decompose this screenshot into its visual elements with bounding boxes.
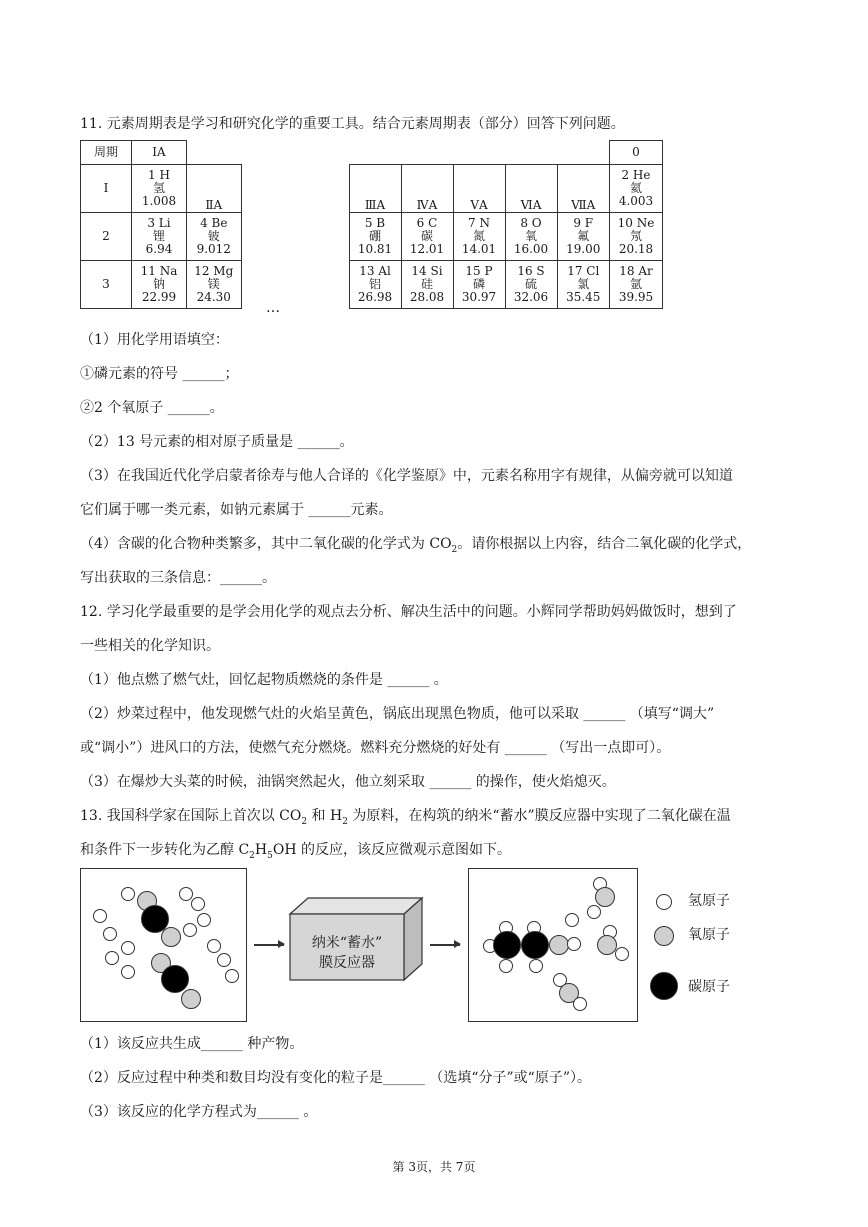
legend-carbon-label: 碳原子 bbox=[688, 979, 730, 995]
hydrogen-atom bbox=[179, 887, 193, 901]
table-ellipsis: … bbox=[266, 300, 280, 316]
hydrogen-atom bbox=[93, 909, 107, 923]
arrow-icon bbox=[254, 944, 284, 946]
hydrogen-atom bbox=[121, 941, 135, 955]
hydrogen-atom bbox=[499, 959, 513, 973]
hydrogen-atom bbox=[529, 959, 543, 973]
element-B: 5 B 硼 10.81 bbox=[357, 216, 393, 256]
group-0: 0 bbox=[610, 141, 663, 165]
legend-oxygen-label: 氧原子 bbox=[688, 927, 730, 943]
period-3: 3 bbox=[81, 261, 132, 309]
q12-part3: （3）在爆炒大头菜的时候，油锅突然起火，他立刻采取 ______ 的操作，使火焰熄灭。 bbox=[80, 774, 616, 790]
periodic-table bbox=[80, 140, 663, 309]
q11-part2: （2）13 号元素的相对原子质量是 ______。 bbox=[80, 434, 354, 450]
q12-part2a: （2）炒菜过程中，他发现燃气灶的火焰呈黄色，锅底出现黑色物质，他可以采取 ______ （填写“调大” bbox=[80, 706, 715, 722]
hydrogen-atom bbox=[183, 923, 197, 937]
hydrogen-atom bbox=[573, 997, 587, 1011]
hydrogen-atom bbox=[105, 951, 119, 965]
element-Be: 4 Be 铍 9.012 bbox=[196, 216, 231, 256]
hydrogen-atom bbox=[565, 913, 579, 927]
q11-stem: 11. 元素周期表是学习和研究化学的重要工具。结合元素周期表（部分）回答下列问题。 bbox=[80, 116, 625, 132]
q11-part1b: ②2 个氧原子 ______。 bbox=[80, 400, 224, 416]
hydrogen-atom bbox=[587, 905, 601, 919]
element-Na: 11 Na 钠 22.99 bbox=[140, 264, 178, 304]
period-2: 2 bbox=[81, 213, 132, 261]
hydrogen-atom bbox=[567, 937, 581, 951]
reactor-label-2: 膜反应器 bbox=[319, 955, 375, 971]
q11-part1a: ①磷元素的符号 ______； bbox=[80, 366, 239, 382]
element-Li: 3 Li 锂 6.94 bbox=[145, 216, 173, 256]
legend-hydrogen-label: 氢原子 bbox=[688, 893, 730, 909]
group-3a: ⅢA bbox=[349, 165, 401, 213]
arrow-icon bbox=[430, 944, 460, 946]
reactor-label-1: 纳米“蓄水” bbox=[311, 935, 383, 951]
legend-carbon-icon bbox=[650, 972, 678, 1000]
reactor bbox=[288, 896, 428, 986]
group-2a: ⅡA bbox=[187, 165, 242, 213]
hydrogen-atom bbox=[121, 965, 135, 979]
element-He: 2 He 氦 4.003 bbox=[618, 168, 654, 208]
carbon-atom bbox=[521, 931, 549, 959]
oxygen-atom bbox=[181, 989, 201, 1009]
carbon-atom bbox=[161, 965, 189, 993]
hydrogen-atom bbox=[197, 913, 211, 927]
hydrogen-atom bbox=[121, 887, 135, 901]
legend-oxygen-icon bbox=[654, 926, 674, 946]
period-header: 周期 bbox=[81, 141, 132, 165]
q12-part2b: 或“调小”）进风口的方法，使燃气充分燃烧。燃料充分燃烧的好处有 ______ （写出一点即可）。 bbox=[80, 740, 671, 756]
oxygen-atom bbox=[549, 935, 569, 955]
reactants-box bbox=[80, 868, 247, 1022]
group-6a: ⅥA bbox=[505, 165, 557, 213]
element-H: 1 H 氢 1.008 bbox=[141, 168, 177, 208]
q13-part2: （2）反应过程中种类和数目均没有变化的粒子是______ （选填“分子”或“原子”）。 bbox=[80, 1070, 591, 1086]
q13-part3: （3）该反应的化学方程式为______ 。 bbox=[80, 1104, 318, 1120]
element-S: 16 S 硫 32.06 bbox=[513, 264, 549, 304]
group-1a: ⅠA bbox=[132, 141, 187, 165]
q13-stem-b: 和条件下一步转化为乙醇 $C_2H_5OH$ 的反应，该反应微观示意图如下。 bbox=[80, 842, 511, 861]
element-Ne: 10 Ne 氖 20.18 bbox=[617, 216, 655, 256]
group-5a: ⅤA bbox=[453, 165, 505, 213]
oxygen-atom bbox=[595, 887, 615, 907]
q13-part1: （1）该反应共生成______ 种产物。 bbox=[80, 1036, 304, 1052]
hydrogen-atom bbox=[217, 953, 231, 967]
q11-part4b: 写出获取的三条信息：______。 bbox=[80, 570, 276, 586]
element-C: 6 C 碳 12.01 bbox=[409, 216, 445, 256]
q11-part1: （1）用化学用语填空： bbox=[80, 332, 229, 348]
carbon-atom bbox=[493, 931, 521, 959]
q12-stem-b: 一些相关的化学知识。 bbox=[80, 638, 220, 654]
element-Al: 13 Al 铝 26.98 bbox=[357, 264, 393, 304]
element-O: 8 O 氧 16.00 bbox=[513, 216, 549, 256]
legend-hydrogen-icon bbox=[656, 894, 672, 910]
hydrogen-atom bbox=[225, 969, 239, 983]
products-box bbox=[468, 868, 638, 1022]
oxygen-atom bbox=[597, 935, 617, 955]
element-F: 9 F 氟 19.00 bbox=[566, 216, 601, 256]
q11-part4a: （4）含碳的化合物种类繁多，其中二氧化碳的化学式为 $CO_2$。请你根据以上内容，结合二氧化碳的化学式， bbox=[80, 536, 752, 555]
group-7a: ⅦA bbox=[557, 165, 610, 213]
element-P: 15 P 磷 30.97 bbox=[461, 264, 497, 304]
q11-part3a: （3）在我国近代化学启蒙者徐寿与他人合译的《化学鉴原》中，元素名称用字有规律，从偏旁就可以知道 bbox=[80, 468, 733, 484]
element-Mg: 12 Mg 镁 24.30 bbox=[194, 264, 234, 304]
q11-part3b: 它们属于哪一类元素，如钠元素属于 ______元素。 bbox=[80, 502, 393, 518]
element-N: 7 N 氮 14.01 bbox=[461, 216, 497, 256]
period-1: Ⅰ bbox=[81, 165, 132, 213]
hydrogen-atom bbox=[615, 947, 629, 961]
q12-stem-a: 12. 学习化学最重要的是学会用化学的观点去分析、解决生活中的问题。小辉同学帮助妈妈做饭时，想到了 bbox=[80, 604, 737, 620]
oxygen-atom bbox=[161, 927, 181, 947]
q13-stem-a: 13. 我国科学家在国际上首次以 $CO_2$ 和 $H_2$ 为原料，在构筑的纳米“蓄水”膜反应器中实现了二氧化碳在温 bbox=[80, 808, 731, 827]
q12-part1: （1）他点燃了燃气灶，回忆起物质燃烧的条件是 ______ 。 bbox=[80, 672, 448, 688]
element-Ar: 18 Ar 氩 39.95 bbox=[618, 264, 654, 304]
hydrogen-atom bbox=[207, 939, 221, 953]
hydrogen-atom bbox=[103, 927, 117, 941]
element-Si: 14 Si 硅 28.08 bbox=[409, 264, 445, 304]
element-Cl: 17 Cl 氯 35.45 bbox=[566, 264, 601, 304]
hydrogen-atom bbox=[191, 897, 205, 911]
group-4a: ⅣA bbox=[401, 165, 453, 213]
page-footer: 第 3页，共 7页 bbox=[392, 1160, 476, 1174]
